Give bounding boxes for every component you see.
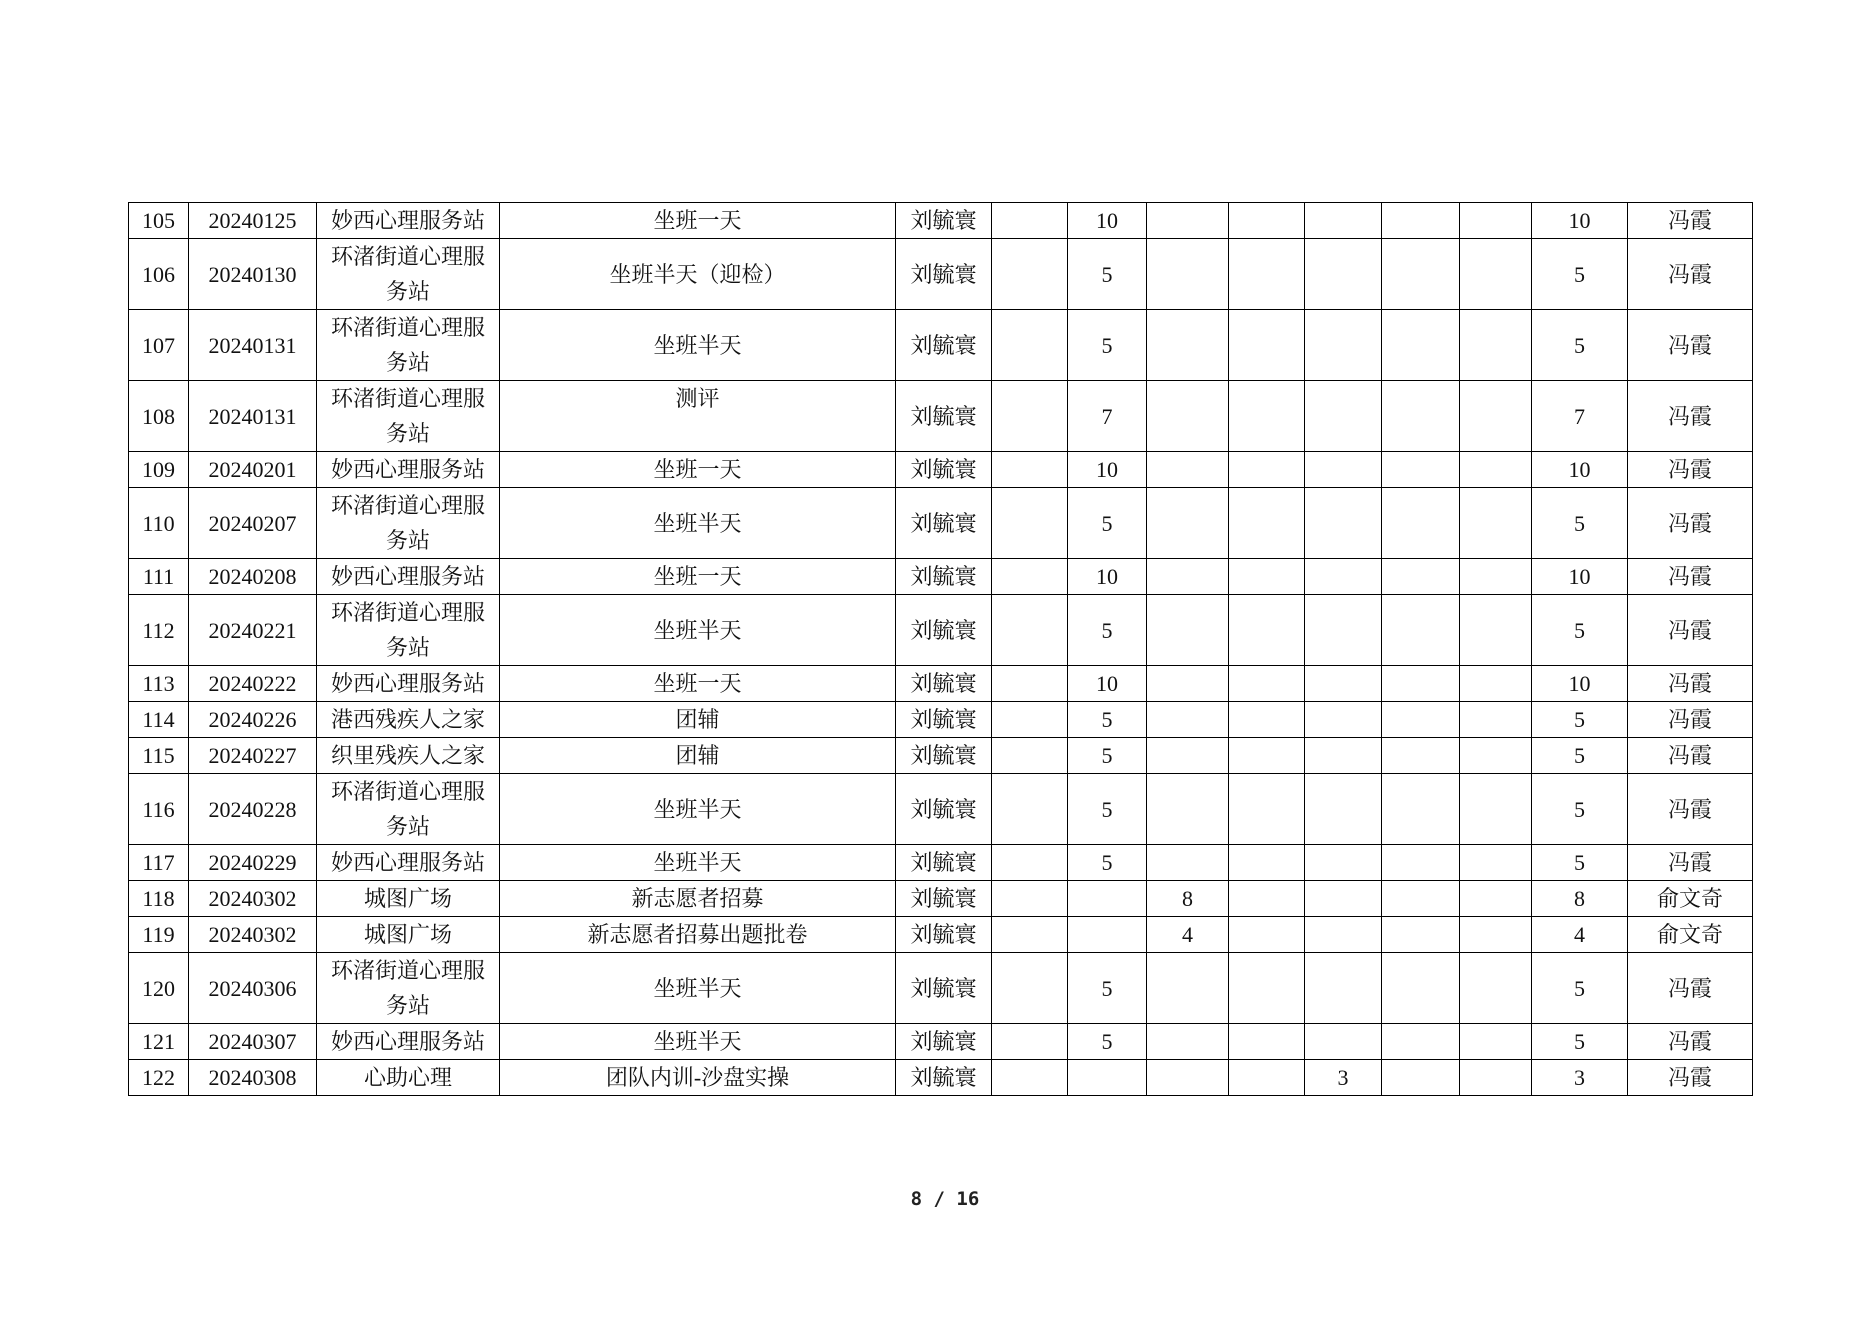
cell-volunteer: 刘毓寰 [896,774,992,845]
cell-serial-number: 120 [129,953,189,1024]
cell-hours-col-10 [1305,381,1382,452]
cell-activity: 坐班半天 [500,488,896,559]
cell-reviewer: 冯霞 [1628,1060,1753,1096]
cell-reviewer: 冯霞 [1628,488,1753,559]
cell-hours-col-9 [1229,310,1305,381]
cell-location: 妙西心理服务站 [317,845,500,881]
cell-hours-col-12 [1460,953,1532,1024]
cell-serial-number: 117 [129,845,189,881]
cell-activity: 坐班半天 [500,1024,896,1060]
cell-date: 20240130 [189,239,317,310]
cell-serial-number: 115 [129,738,189,774]
volunteer-hours-table [128,202,1753,1096]
cell-hours-col-12 [1460,666,1532,702]
cell-hours-col-7 [1068,1060,1147,1096]
cell-total-hours: 5 [1532,953,1628,1024]
cell-date: 20240302 [189,881,317,917]
cell-hours-col-7: 5 [1068,310,1147,381]
cell-total-hours: 5 [1532,774,1628,845]
cell-location: 妙西心理服务站 [317,452,500,488]
cell-hours-col-8 [1147,203,1229,239]
cell-date: 20240227 [189,738,317,774]
cell-reviewer: 俞文奇 [1628,881,1753,917]
cell-reviewer: 俞文奇 [1628,917,1753,953]
cell-hours-col-8 [1147,488,1229,559]
cell-reviewer: 冯霞 [1628,381,1753,452]
cell-hours-col-11 [1382,559,1460,595]
table-row [129,310,1753,381]
table-row [129,881,1753,917]
cell-hours-col-6 [992,488,1068,559]
cell-location: 环渚街道心理服务站 [317,381,500,452]
cell-hours-col-11 [1382,845,1460,881]
cell-serial-number: 110 [129,488,189,559]
cell-date: 20240307 [189,1024,317,1060]
cell-hours-col-7: 7 [1068,381,1147,452]
table-row [129,774,1753,845]
cell-reviewer: 冯霞 [1628,774,1753,845]
cell-hours-col-9 [1229,239,1305,310]
cell-hours-col-9 [1229,595,1305,666]
cell-hours-col-8 [1147,666,1229,702]
cell-total-hours: 5 [1532,845,1628,881]
cell-location: 环渚街道心理服务站 [317,239,500,310]
cell-hours-col-12 [1460,488,1532,559]
cell-hours-col-10 [1305,559,1382,595]
cell-hours-col-9 [1229,203,1305,239]
cell-date: 20240125 [189,203,317,239]
cell-hours-col-10 [1305,666,1382,702]
cell-reviewer: 冯霞 [1628,702,1753,738]
cell-hours-col-9 [1229,702,1305,738]
cell-hours-col-8 [1147,774,1229,845]
cell-hours-col-10 [1305,738,1382,774]
cell-hours-col-9 [1229,1024,1305,1060]
cell-total-hours: 5 [1532,239,1628,310]
cell-hours-col-9 [1229,1060,1305,1096]
cell-volunteer: 刘毓寰 [896,881,992,917]
cell-hours-col-11 [1382,1024,1460,1060]
cell-date: 20240207 [189,488,317,559]
cell-date: 20240228 [189,774,317,845]
cell-serial-number: 122 [129,1060,189,1096]
cell-reviewer: 冯霞 [1628,559,1753,595]
cell-location: 环渚街道心理服务站 [317,953,500,1024]
cell-hours-col-6 [992,203,1068,239]
cell-hours-col-9 [1229,953,1305,1024]
cell-hours-col-7: 5 [1068,702,1147,738]
cell-location: 环渚街道心理服务站 [317,595,500,666]
cell-hours-col-6 [992,595,1068,666]
cell-activity: 测评 [500,381,896,452]
cell-volunteer: 刘毓寰 [896,595,992,666]
cell-activity: 坐班半天 [500,310,896,381]
cell-hours-col-6 [992,917,1068,953]
cell-activity: 坐班半天 [500,953,896,1024]
cell-volunteer: 刘毓寰 [896,310,992,381]
cell-hours-col-7: 10 [1068,452,1147,488]
cell-hours-col-12 [1460,310,1532,381]
cell-hours-col-7: 10 [1068,203,1147,239]
page-number: 8 / 16 [910,1188,980,1210]
cell-activity: 坐班半天 [500,774,896,845]
cell-location: 环渚街道心理服务站 [317,310,500,381]
cell-date: 20240131 [189,310,317,381]
cell-date: 20240208 [189,559,317,595]
cell-location: 妙西心理服务站 [317,203,500,239]
cell-serial-number: 105 [129,203,189,239]
cell-serial-number: 109 [129,452,189,488]
cell-activity: 坐班一天 [500,559,896,595]
cell-hours-col-11 [1382,666,1460,702]
cell-hours-col-10 [1305,953,1382,1024]
cell-activity: 新志愿者招募出题批卷 [500,917,896,953]
table-row [129,953,1753,1024]
cell-hours-col-10 [1305,881,1382,917]
cell-hours-col-12 [1460,917,1532,953]
table-row [129,239,1753,310]
table-row [129,917,1753,953]
cell-activity: 坐班半天 [500,845,896,881]
cell-hours-col-8: 8 [1147,881,1229,917]
cell-hours-col-11 [1382,917,1460,953]
cell-hours-col-11 [1382,239,1460,310]
cell-date: 20240221 [189,595,317,666]
cell-hours-col-12 [1460,738,1532,774]
cell-location: 妙西心理服务站 [317,559,500,595]
cell-hours-col-6 [992,953,1068,1024]
cell-hours-col-6 [992,702,1068,738]
cell-hours-col-7: 10 [1068,666,1147,702]
cell-date: 20240201 [189,452,317,488]
table-row [129,738,1753,774]
cell-total-hours: 10 [1532,203,1628,239]
table-row [129,666,1753,702]
cell-hours-col-7: 5 [1068,1024,1147,1060]
cell-serial-number: 111 [129,559,189,595]
cell-hours-col-10 [1305,452,1382,488]
cell-hours-col-10: 3 [1305,1060,1382,1096]
cell-date: 20240222 [189,666,317,702]
cell-hours-col-10 [1305,310,1382,381]
cell-hours-col-6 [992,738,1068,774]
cell-volunteer: 刘毓寰 [896,917,992,953]
cell-total-hours: 5 [1532,595,1628,666]
cell-total-hours: 10 [1532,452,1628,488]
cell-hours-col-12 [1460,559,1532,595]
cell-hours-col-11 [1382,881,1460,917]
cell-serial-number: 118 [129,881,189,917]
cell-serial-number: 114 [129,702,189,738]
cell-reviewer: 冯霞 [1628,203,1753,239]
cell-hours-col-11 [1382,310,1460,381]
cell-volunteer: 刘毓寰 [896,702,992,738]
cell-hours-col-11 [1382,381,1460,452]
cell-total-hours: 7 [1532,381,1628,452]
cell-hours-col-8 [1147,559,1229,595]
cell-total-hours: 5 [1532,702,1628,738]
cell-hours-col-11 [1382,595,1460,666]
cell-hours-col-12 [1460,845,1532,881]
cell-volunteer: 刘毓寰 [896,845,992,881]
cell-hours-col-6 [992,1024,1068,1060]
table-body [129,203,1753,1096]
cell-serial-number: 119 [129,917,189,953]
table-row [129,559,1753,595]
cell-hours-col-12 [1460,239,1532,310]
cell-hours-col-9 [1229,452,1305,488]
cell-hours-col-11 [1382,488,1460,559]
cell-location: 心助心理 [317,1060,500,1096]
cell-total-hours: 5 [1532,738,1628,774]
cell-hours-col-8 [1147,953,1229,1024]
cell-hours-col-7: 5 [1068,239,1147,310]
table-row [129,488,1753,559]
cell-reviewer: 冯霞 [1628,953,1753,1024]
cell-hours-col-11 [1382,203,1460,239]
cell-location: 妙西心理服务站 [317,1024,500,1060]
cell-hours-col-6 [992,381,1068,452]
cell-hours-col-9 [1229,666,1305,702]
cell-activity: 团辅 [500,702,896,738]
cell-hours-col-12 [1460,881,1532,917]
cell-hours-col-8 [1147,595,1229,666]
cell-volunteer: 刘毓寰 [896,953,992,1024]
cell-hours-col-12 [1460,774,1532,845]
cell-reviewer: 冯霞 [1628,738,1753,774]
cell-location: 城图广场 [317,881,500,917]
cell-hours-col-10 [1305,203,1382,239]
table-row [129,203,1753,239]
cell-hours-col-9 [1229,845,1305,881]
table-row [129,845,1753,881]
cell-hours-col-10 [1305,1024,1382,1060]
cell-hours-col-12 [1460,381,1532,452]
cell-activity: 新志愿者招募 [500,881,896,917]
cell-hours-col-10 [1305,488,1382,559]
cell-hours-col-7 [1068,917,1147,953]
cell-serial-number: 116 [129,774,189,845]
cell-hours-col-11 [1382,702,1460,738]
cell-hours-col-6 [992,452,1068,488]
cell-volunteer: 刘毓寰 [896,559,992,595]
cell-hours-col-8 [1147,1024,1229,1060]
cell-hours-col-10 [1305,595,1382,666]
cell-volunteer: 刘毓寰 [896,203,992,239]
cell-hours-col-6 [992,239,1068,310]
cell-reviewer: 冯霞 [1628,666,1753,702]
cell-location: 织里残疾人之家 [317,738,500,774]
cell-hours-col-12 [1460,1060,1532,1096]
cell-volunteer: 刘毓寰 [896,1060,992,1096]
cell-hours-col-9 [1229,381,1305,452]
cell-hours-col-6 [992,666,1068,702]
cell-hours-col-8 [1147,702,1229,738]
cell-hours-col-9 [1229,559,1305,595]
cell-reviewer: 冯霞 [1628,595,1753,666]
cell-total-hours: 5 [1532,1024,1628,1060]
cell-location: 城图广场 [317,917,500,953]
cell-location: 环渚街道心理服务站 [317,488,500,559]
cell-hours-col-8 [1147,239,1229,310]
cell-serial-number: 112 [129,595,189,666]
cell-hours-col-12 [1460,702,1532,738]
cell-reviewer: 冯霞 [1628,845,1753,881]
cell-hours-col-7 [1068,881,1147,917]
cell-total-hours: 5 [1532,310,1628,381]
cell-hours-col-10 [1305,774,1382,845]
cell-hours-col-10 [1305,702,1382,738]
cell-total-hours: 4 [1532,917,1628,953]
cell-hours-col-8 [1147,1060,1229,1096]
cell-hours-col-9 [1229,917,1305,953]
cell-hours-col-7: 5 [1068,488,1147,559]
cell-hours-col-6 [992,774,1068,845]
table-row [129,1060,1753,1096]
cell-volunteer: 刘毓寰 [896,1024,992,1060]
cell-serial-number: 107 [129,310,189,381]
cell-total-hours: 10 [1532,559,1628,595]
cell-serial-number: 113 [129,666,189,702]
cell-total-hours: 8 [1532,881,1628,917]
cell-activity: 坐班半天 [500,595,896,666]
cell-hours-col-8 [1147,452,1229,488]
table-row [129,381,1753,452]
cell-hours-col-9 [1229,774,1305,845]
table-row [129,595,1753,666]
cell-serial-number: 121 [129,1024,189,1060]
cell-hours-col-8 [1147,310,1229,381]
cell-hours-col-7: 5 [1068,595,1147,666]
cell-volunteer: 刘毓寰 [896,452,992,488]
cell-total-hours: 10 [1532,666,1628,702]
cell-hours-col-7: 5 [1068,845,1147,881]
cell-hours-col-6 [992,881,1068,917]
cell-hours-col-12 [1460,203,1532,239]
cell-hours-col-11 [1382,452,1460,488]
cell-reviewer: 冯霞 [1628,239,1753,310]
cell-hours-col-8 [1147,845,1229,881]
cell-reviewer: 冯霞 [1628,310,1753,381]
table-row [129,1024,1753,1060]
cell-hours-col-9 [1229,488,1305,559]
cell-volunteer: 刘毓寰 [896,488,992,559]
cell-activity: 坐班一天 [500,452,896,488]
cell-hours-col-8 [1147,738,1229,774]
cell-serial-number: 108 [129,381,189,452]
cell-hours-col-11 [1382,953,1460,1024]
cell-hours-col-8 [1147,381,1229,452]
cell-reviewer: 冯霞 [1628,452,1753,488]
cell-total-hours: 3 [1532,1060,1628,1096]
cell-total-hours: 5 [1532,488,1628,559]
cell-hours-col-6 [992,559,1068,595]
cell-hours-col-10 [1305,917,1382,953]
cell-activity: 坐班半天（迎检） [500,239,896,310]
cell-location: 环渚街道心理服务站 [317,774,500,845]
cell-hours-col-7: 10 [1068,559,1147,595]
cell-hours-col-11 [1382,774,1460,845]
cell-hours-col-8: 4 [1147,917,1229,953]
cell-hours-col-11 [1382,1060,1460,1096]
cell-date: 20240229 [189,845,317,881]
table-row [129,702,1753,738]
cell-serial-number: 106 [129,239,189,310]
cell-hours-col-7: 5 [1068,953,1147,1024]
cell-hours-col-9 [1229,738,1305,774]
cell-hours-col-12 [1460,1024,1532,1060]
cell-activity: 坐班一天 [500,203,896,239]
cell-activity: 团队内训-沙盘实操 [500,1060,896,1096]
cell-location: 港西残疾人之家 [317,702,500,738]
cell-volunteer: 刘毓寰 [896,666,992,702]
cell-hours-col-9 [1229,881,1305,917]
cell-location: 妙西心理服务站 [317,666,500,702]
cell-date: 20240306 [189,953,317,1024]
cell-hours-col-10 [1305,239,1382,310]
cell-hours-col-6 [992,310,1068,381]
cell-volunteer: 刘毓寰 [896,738,992,774]
cell-date: 20240226 [189,702,317,738]
cell-hours-col-6 [992,845,1068,881]
cell-activity: 团辅 [500,738,896,774]
cell-volunteer: 刘毓寰 [896,239,992,310]
cell-hours-col-12 [1460,595,1532,666]
cell-date: 20240308 [189,1060,317,1096]
cell-date: 20240131 [189,381,317,452]
cell-reviewer: 冯霞 [1628,1024,1753,1060]
cell-hours-col-12 [1460,452,1532,488]
table-row [129,452,1753,488]
cell-hours-col-7: 5 [1068,774,1147,845]
cell-hours-col-7: 5 [1068,738,1147,774]
cell-date: 20240302 [189,917,317,953]
cell-activity: 坐班一天 [500,666,896,702]
cell-hours-col-11 [1382,738,1460,774]
cell-volunteer: 刘毓寰 [896,381,992,452]
cell-hours-col-6 [992,1060,1068,1096]
cell-hours-col-10 [1305,845,1382,881]
